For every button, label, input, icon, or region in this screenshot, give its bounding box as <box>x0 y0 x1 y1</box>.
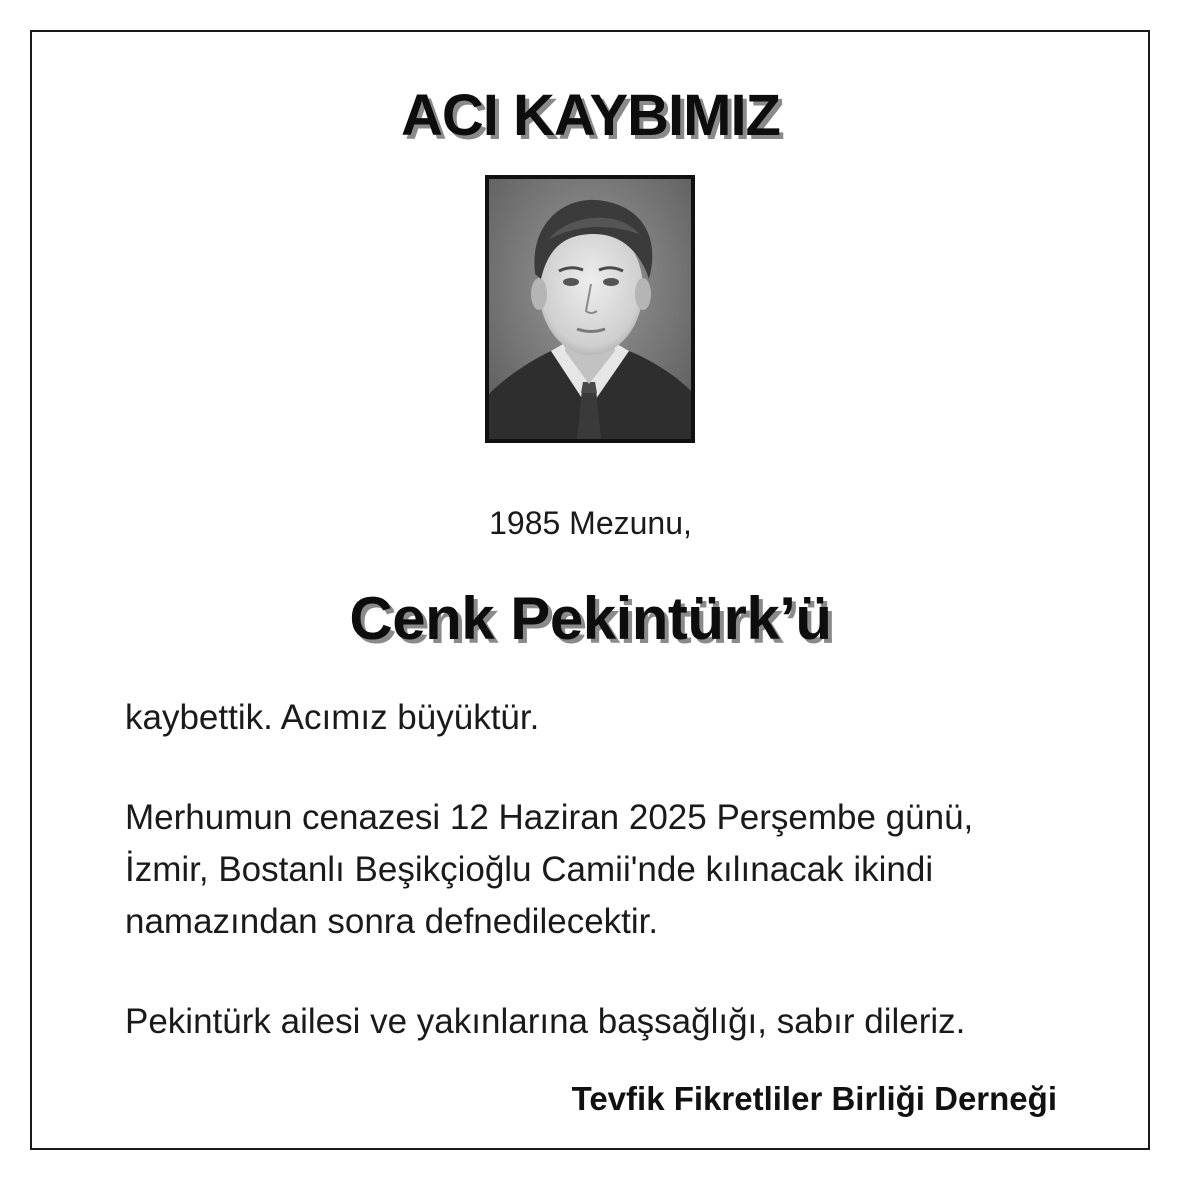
body-line: Pekintürk ailesi ve yakınlarına başsağlığı, sabır dileriz. <box>125 1002 966 1041</box>
body-line: kaybettik. Acımız büyüktür. <box>125 698 540 737</box>
notice-heading: ACI KAYBIMIZ <box>401 83 780 148</box>
portrait-photo <box>485 175 695 443</box>
body-line: Merhumun cenazesi 12 Haziran 2025 Perşembe günü, <box>125 798 974 837</box>
deceased-name: Cenk Pekintürk’ü <box>349 585 832 652</box>
graduation-year: 1985 Mezunu, <box>489 505 692 541</box>
body-line: İzmir, Bostanlı Beşikçioğlu Camii'nde kılınacak ikindi <box>125 850 934 889</box>
association-signature: Tevfik Fikretliler Birliği Derneği <box>571 1080 1057 1117</box>
body-line: namazından sonra defnedilecektir. <box>125 902 659 941</box>
